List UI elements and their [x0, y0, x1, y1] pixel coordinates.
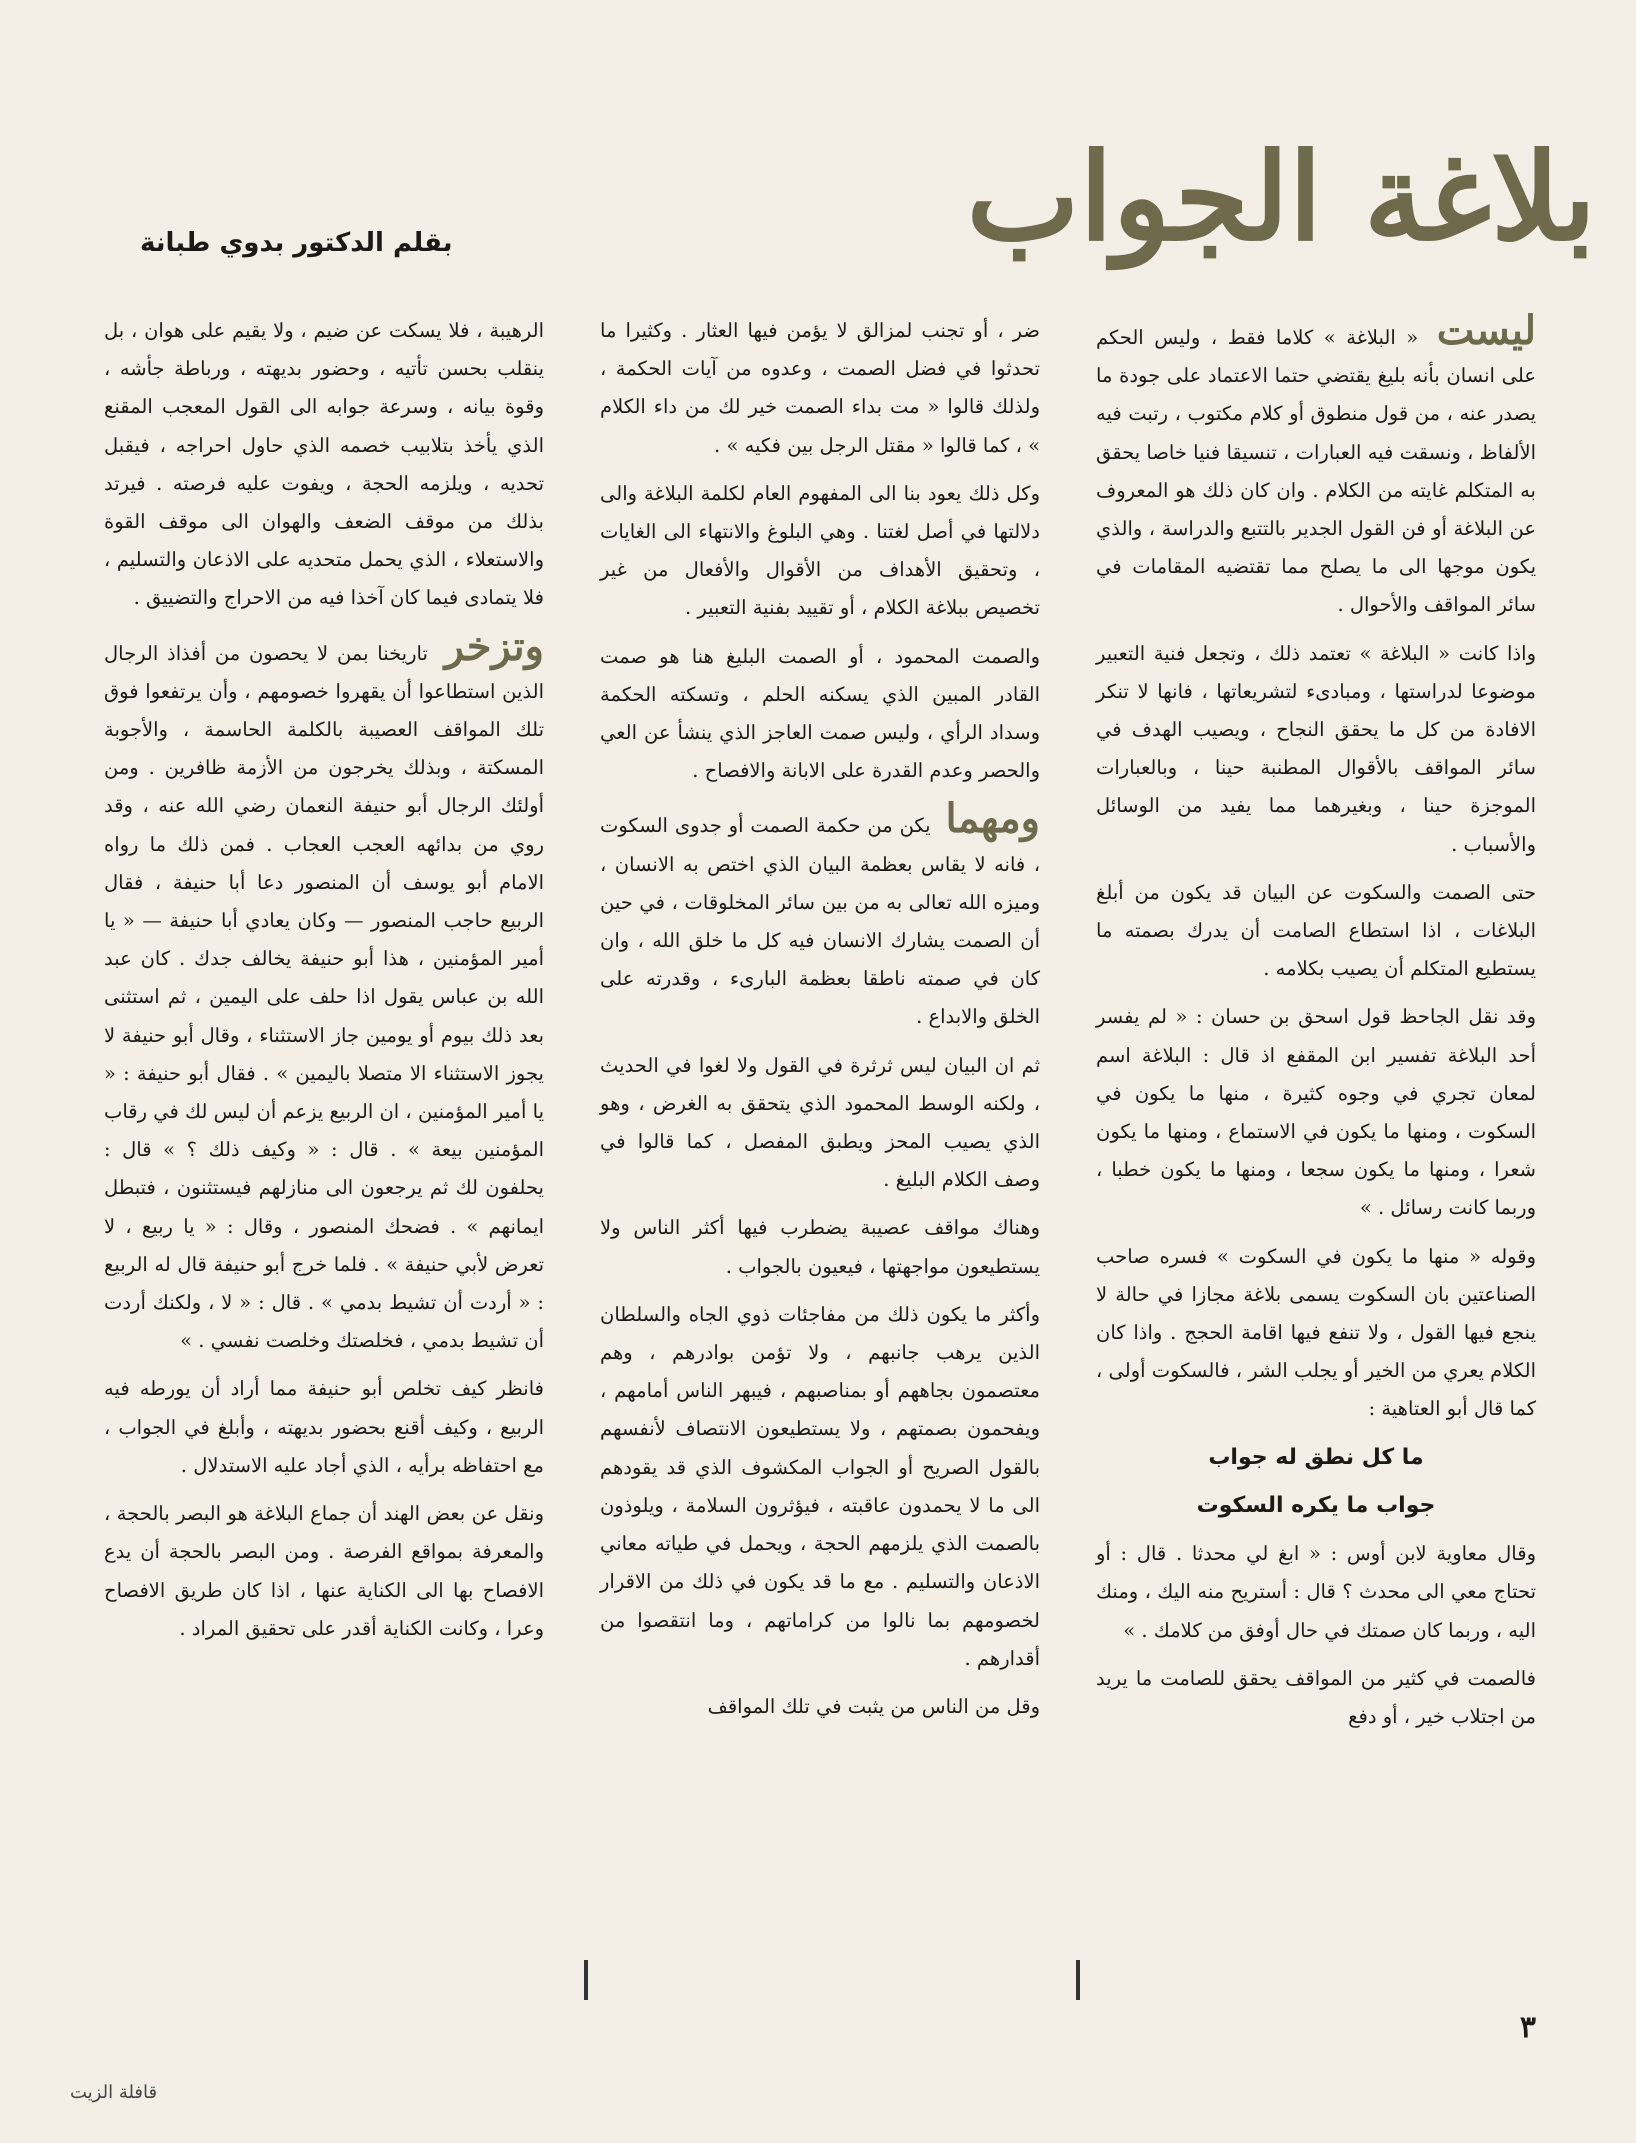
paragraph — [600, 795, 1040, 1036]
paragraph: وقد نقل الجاحظ قول اسحق بن حسان : « لم يفسر أحد البلاغة تفسير ابن المقفع اذ قال : البلاغة اسم لمعان تجري في وجوه كثيرة ، منها ما يكون في السكوت ، ومنها ما يكون في الاستماع ، ومنها ما يكون شعرا ، ومنها ما يكون سجعا ، ومنها ما يكون خطبا ، وربما كانت رسائل . » — [1096, 1005, 1536, 1220]
lead-word: ليست — [1436, 307, 1537, 354]
paragraph-text: « البلاغة » كلاما فقط ، وليس الحكم على انسان بأنه بليغ يقتضي حتما الاعتماد على جودة ما يصدر عنه ، من قول منطوق أو كلام مكتوب ، رتبت فيه الألفاظ ، ونسقت فيه العبارات ، تنسيقا فنيا خاصا يحقق به المتكلم غايته من الكلام . وان كان ذلك هو المعروف عن البلاغة أو فن القول الجدير بالتتبع والدراسة ، والذي يكون موجها الى ما يصلح مما تقتضيه المقامات في سائر المواقف والأحوال . — [1096, 326, 1536, 617]
verse-line: جواب ما يكره السكوت — [1196, 1492, 1436, 1518]
paragraph-text: يكن من حكمة الصمت أو جدوى السكوت ، فانه لا يقاس بعظمة البيان الذي اختص به الانسان ، وميزه الله تعالى به من بين سائر المخلوقات ، في حين أن الصمت يشارك الانسان فيه كل ما خلق الله ، وان كان في صمته ناطقا بعظمة البارىء ، وقدرته على الخلق والابداع . — [600, 814, 1040, 1029]
column-right — [1096, 307, 1537, 1746]
paragraph: ثم ان البيان ليس ثرثرة في القول ولا لغوا في الحديث ، ولكنه الوسط المحمود الذي يتحقق به الغرض ، وهو الذي يصيب المحز ويطبق المفصل ، كما قالوا في وصف الكلام البليغ . — [600, 1053, 1040, 1192]
paragraph: فانظر كيف تخلص أبو حنيفة مما أراد أن يورطه فيه الربيع ، وكيف أقنع بحضور بديهته ، وأبلغ في الجواب ، مع احتفاظه برأيه ، الذي أجاد عليه الاستدلال . — [104, 1377, 544, 1477]
column-left — [104, 312, 544, 1658]
footer-magazine-name: قافلة الزيت — [70, 2082, 158, 2103]
paragraph: وهناك مواقف عصيبة يضطرب فيها أكثر الناس ولا يستطيعون مواجهتها ، فيعيون بالجواب . — [600, 1216, 1041, 1278]
page-number: ٣ — [1519, 2010, 1536, 2045]
column-middle — [600, 312, 1040, 1736]
lead-word: ومهما — [945, 795, 1040, 843]
lead-word: وتزخر — [444, 622, 544, 670]
paragraph: حتى الصمت والسكوت عن البيان قد يكون من أبلغ البلاغات ، اذا استطاع الصامت أن يدرك بصمته ما يستطيع المتكلم أن يصيب بكلامه . — [1096, 880, 1536, 981]
column-divider — [1076, 1960, 1080, 2000]
paragraph: وقال معاوية لابن أوس : « ابغ لي محدثا . قال : أو تحتاج معي الى محدث ؟ قال : أستريح منه اليك ، ومنك اليه ، وربما كان صمتك في حال أوفق من كلامك . » — [1096, 1542, 1536, 1642]
paragraph: وكل ذلك يعود بنا الى المفهوم العام لكلمة البلاغة والى دلالتها في أصل لغتنا . وهي البلوغ والانتهاء الى الغايات ، وتحقيق الأهداف من الأقوال والأفعال من غير تخصيص ببلاغة الكلام ، أو تقييد بفنية التعبير . — [600, 481, 1040, 620]
paragraph — [1096, 307, 1537, 625]
paragraph-text: تاريخنا بمن لا يحصون من أفذاذ الرجال الذين استطاعوا أن يقهروا خصومهم ، وأن يرتفعوا فوق تلك المواقف العصيبة بالكلمة الحاسمة ، والأجوبة المسكتة ، وبذلك يخرجون من الأزمة ظافرين . ومن أولئك الرجال أبو حنيفة النعمان رضي الله عنه ، وقد روي من بدائهه العجب العجاب . فمن ذلك ما رواه الامام أبو يوسف أن المنصور دعا أبا حنيفة ، فقال الربيع حاجب المنصور — وكان يعادي أبا حنيفة — « يا أمير المؤمنين ، هذا أبو حنيفة يخالف جدك . كان عبد الله بن عباس يقول اذا حلف على اليمين ، ثم استثنى بعد ذلك بيوم أو يومين جاز الاستثناء ، وقال أبو حنيفة لا يجوز الاستثناء الا متصلا باليمين » . فقال أبو حنيفة : « يا أمير المؤمنين ، ان الربيع يزعم أن ليس لك في رقاب المؤمنين بيعة » . قال : « وكيف ذلك ؟ » قال : يحلفون لك ثم يرجعون الى منازلهم فيستثنون ، فتبطل ايمانهم » . فضحك المنصور ، وقال : « يا ربيع ، لا تعرض لأبي حنيفة » . فلما خرج أبو حنيفة قال له الربيع : « أردت أن تشيط بدمي » . قال : « لا ، ولكنك أردت أن تشيط بدمي ، فخلصتك وخلصت نفسي . » — [104, 641, 544, 1353]
paragraph: وأكثر ما يكون ذلك من مفاجئات ذوي الجاه والسلطان الذين يرهب جانبهم ، ولا تؤمن بوادرهم ، وهم معتصمون بجاههم أو بمناصبهم ، فيبهر الناس أمامهم ، ويفحمون بصمتهم ، ولا يستطيعون الانتصاف لأنفسهم بالقول الصريح أو الجواب المكشوف الذي قد يقودهم الى ما لا يحمدون عاقبته ، فيؤثرون السلامة ، ويلوذون بالصمت الذي يلزمهم الحجة ، ويحمل في طياته معاني الاذعان والتسليم . مع ما قد يكون في ذلك من الاقرار لخصومهم بما نالوا من كراماتهم ، وما انتقصوا من أقدارهم . — [600, 1302, 1040, 1670]
paragraph: ضر ، أو تجنب لمزالق لا يؤمن فيها العثار . وكثيرا ما تحدثوا في فضل الصمت ، وعدوه من آيات الحكمة ، ولذلك قالوا « مت بداء الصمت خير لك من داء الكلام » ، كما قالوا « مقتل الرجل بين فكيه » . — [600, 319, 1040, 457]
paragraph: الرهيبة ، فلا يسكت عن ضيم ، ولا يقيم على هوان ، بل ينقلب بحسن تأتيه ، وحضور بديهته ، ورباطة جأشه ، وقوة بيانه ، وسرعة جوابه الى القول المعجب المقنع الذي يأخذ بتلابيب خصمه الذي حاول احراجه ، فيقبل تحديه ، ويلزمه الحجة ، ويفوت عليه فرصته . فيرتد بذلك من موقف الضعف والهوان الى موقف القوة والاستعلاء ، الذي يحمل متحديه على الاذعان والتسليم ، فلا يتمادى فيما كان آخذا فيه من الاحراج والتضييق . — [104, 319, 544, 610]
paragraph: ونقل عن بعض الهند أن جماع البلاغة هو البصر بالحجة ، والمعرفة بمواقع الفرصة . ومن البصر بالحجة أن يدع الافصاح بها الى الكناية عنها ، اذا كان طريق الافصاح وعرا ، وكانت الكناية أقدر على تحقيق المراد . — [104, 1502, 544, 1640]
paragraph: واذا كانت « البلاغة » تعتمد ذلك ، وتجعل فنية التعبير موضوعا لدراستها ، ومبادىء لتشريعاتها ، فانها لا تنكر الافادة من كل ما يحقق النجاح ، ويصيب الهدف في سائر المواقف بالأقوال المطنبة حينا ، وبالعبارات الموجزة حينا ، وبغيرهما مما يفيد من الوسائل والأسباب . — [1096, 641, 1536, 856]
paragraph: وقل من الناس من يثبت في تلك المواقف — [707, 1694, 1040, 1718]
paragraph: والصمت المحمود ، أو الصمت البليغ هنا هو صمت القادر المبين الذي يسكنه الحلم ، وتسكته الحكمة وسداد الرأي ، وليس صمت العاجز الذي ينشأ عن العي والحصر وعدم القدرة على الابانة والافصاح . — [600, 644, 1040, 783]
article-author: بقلم الدكتور بدوي طبانة — [140, 228, 453, 258]
paragraph: وقوله « منها ما يكون في السكوت » فسره صاحب الصناعتين بان السكوت يسمى بلاغة مجازا في حالة لا ينجع فيها القول ، ولا تنفع فيها اقامة الحجج . واذا كان الكلام يعري من الخير أو يجلب الشر ، فالسكوت أولى ، كما قال أبو العتاهية : — [1096, 1244, 1536, 1421]
paragraph — [104, 622, 544, 1361]
paragraph: فالصمت في كثير من المواقف يحقق للصامت ما يريد من اجتلاب خير ، أو دفع — [1096, 1666, 1536, 1728]
article-title: بلاغة الجواب — [966, 127, 1596, 268]
column-divider — [584, 1960, 588, 2000]
verse-line: ما كل نطق له جواب — [1208, 1444, 1424, 1470]
